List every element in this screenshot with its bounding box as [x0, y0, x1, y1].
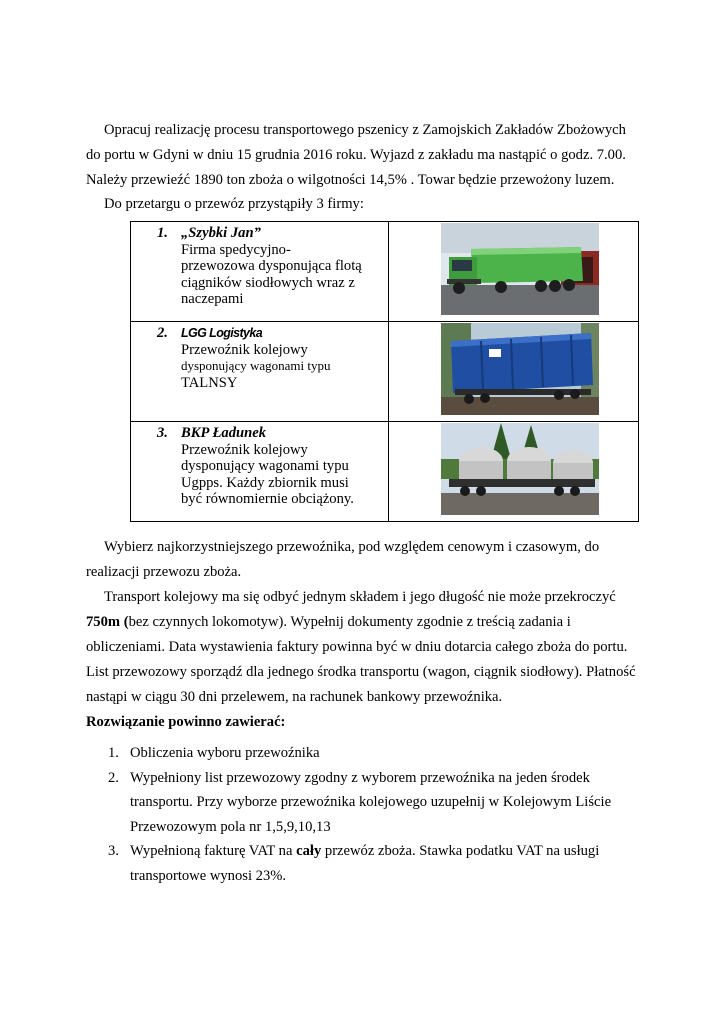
list-item-text-bold: cały: [296, 843, 322, 859]
choose-line-2: realizacji przewozu zboża.: [86, 564, 242, 580]
list-item: [86, 741, 646, 766]
carrier-desc-line: ciągników siodłowych wraz z: [181, 274, 355, 291]
carrier-image-cell: [389, 222, 639, 322]
carrier-description: [131, 222, 389, 322]
list-item-text: Wypełniony list przewozowy zgodny z wyborem przewoźnika na jeden środek: [130, 769, 590, 786]
list-number: 2.: [108, 769, 119, 786]
list-item-text-pre: Wypełnioną fakturę VAT na: [130, 843, 297, 859]
rail-line-1: Transport kolejowy ma się odbyć jednym składem i jego długość nie może przekroczyć: [104, 589, 616, 605]
carrier-desc-line: dysponujący wagonami typu: [181, 358, 331, 373]
intro-line-4: Do przetargu o przewóz przystąpiły 3 firmy:: [104, 196, 364, 212]
blue-hopper-wagon-icon: [441, 323, 599, 415]
carrier-name: LGG Logistyka: [181, 326, 263, 340]
list-item-text: Przewozowym pola nr 1,5,9,10,13: [130, 818, 331, 835]
intro-line-1: Opracuj realizację procesu transportowego pszenicy z Zamojskich Zakładów Zbożowych: [104, 122, 626, 138]
carrier-row: [131, 422, 639, 522]
grey-silo-wagon-icon: [441, 423, 599, 515]
list-item-text: transportowe wynosi 23%.: [130, 867, 287, 884]
requirements-list: [86, 741, 646, 888]
carrier-desc-line: Ugpps. Każdy zbiornik musi: [181, 474, 349, 491]
rail-length-limit: 750m (: [86, 614, 129, 630]
rail-line-2: [86, 610, 646, 634]
carrier-number: 1.: [157, 225, 168, 241]
carrier-image-cell: [389, 422, 639, 522]
choose-line-1: Wybierz najkorzystniejszego przewoźnika, pod względem cenowym i czasowym, do: [104, 539, 600, 555]
carrier-number: 3.: [157, 425, 168, 441]
rail-line-5: nastąpi w ciągu 30 dni przelewem, na rachunek bankowy przewoźnika.: [86, 689, 503, 705]
rail-line-2-text: bez czynnych lokomotyw). Wypełnij dokumenty zgodnie z treścią zadania i: [128, 614, 571, 630]
carrier-desc-line: być równomiernie obciążony.: [181, 491, 354, 507]
carrier-row: [131, 322, 639, 422]
list-item-text: transportu. Przy wyborze przewoźnika kolejowego uzupełnij w Kolejowym Liście: [130, 794, 612, 810]
carrier-desc-line: Przewoźnik kolejowy: [181, 441, 308, 458]
list-item-text-post: przewóz zboża. Stawka podatku VAT na usługi: [321, 843, 600, 859]
list-item-text: Obliczenia wyboru przewoźnika: [130, 745, 320, 761]
carrier-desc-line: Firma spedycyjno-: [181, 241, 291, 258]
carriers-table: [130, 221, 639, 522]
carrier-desc-line: Przewoźnik kolejowy: [181, 341, 308, 358]
carrier-desc-line: przewozowa dysponująca flotą: [181, 258, 362, 274]
list-number: 3.: [108, 843, 119, 859]
list-item: [86, 766, 646, 840]
carrier-description: [131, 422, 389, 522]
carrier-name: „Szybki Jan”: [181, 225, 261, 241]
carrier-desc-line: dysponujący wagonami typu: [181, 458, 349, 474]
list-number: 1.: [108, 745, 119, 761]
green-truck-with-trailer-icon: [441, 223, 599, 315]
carrier-name: BKP Ładunek: [181, 425, 267, 441]
carrier-row: [131, 222, 639, 322]
intro-line-3: Należy przewieźć 1890 ton zboża o wilgotności 14,5% . Towar będzie przewożony luzem.: [86, 172, 615, 188]
list-item: [86, 839, 646, 888]
carrier-image-cell: [389, 322, 639, 422]
carrier-description: [131, 322, 389, 422]
list-item-text: [130, 839, 646, 864]
carrier-desc-line: TALNSY: [181, 374, 238, 391]
solution-heading: Rozwiązanie powinno zawierać:: [86, 714, 286, 730]
carrier-desc-line: naczepami: [181, 291, 244, 307]
rail-line-3: obliczeniami. Data wystawienia faktury powinna być w dniu dotarcia całego zboża do portu.: [86, 639, 628, 655]
carrier-number: 2.: [157, 325, 168, 341]
rail-line-4: List przewozowy sporządź dla jednego środka transportu (wagon, ciągnik siodłowy). Płatność: [86, 664, 636, 680]
intro-line-2: do portu w Gdyni w dniu 15 grudnia 2016 roku. Wyjazd z zakładu ma nastąpić o godz. 7.00.: [86, 147, 626, 163]
